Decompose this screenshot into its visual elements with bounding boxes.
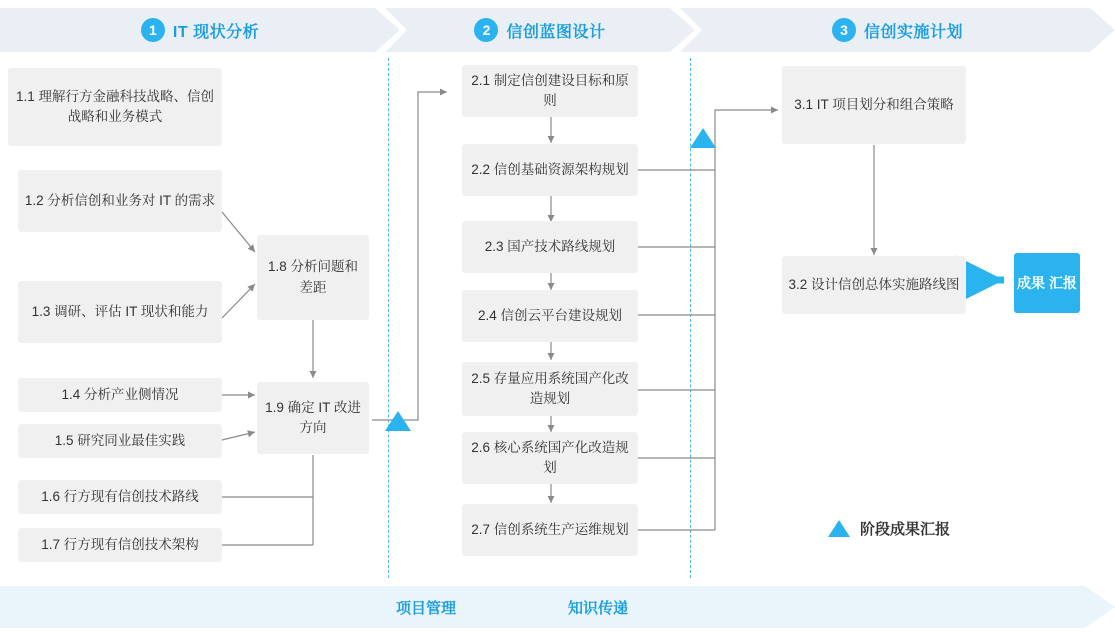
task-box-1-6-label: 1.6 行方现有信创技术路线 (41, 488, 199, 504)
task-box-2-7-label: 2.7 信创系统生产运维规划 (471, 521, 629, 537)
task-box-3-1-label: 3.1 IT 项目划分和组合策略 (794, 96, 954, 112)
phase-divider-left (388, 58, 389, 578)
phase-label-1: IT 现状分析 (172, 23, 260, 41)
bottom-band (0, 586, 1085, 628)
phase-number-2: 2 (474, 18, 498, 42)
result-report-line2: 汇报 (1048, 274, 1077, 291)
task-box-2-3-label: 2.3 国产技术路线规划 (484, 238, 616, 254)
task-box-2-1[interactable] (462, 65, 638, 117)
task-box-1-5[interactable] (18, 424, 222, 458)
result-report-badge[interactable] (1014, 253, 1080, 313)
task-box-3-2[interactable] (782, 256, 966, 314)
task-box-1-4[interactable] (18, 378, 222, 412)
task-box-1-3-label: 1.3 调研、评估 IT 现状和能力 (31, 303, 209, 319)
task-box-3-2-label: 3.2 设计信创总体实施路线图 (788, 276, 960, 292)
task-box-1-9-label: 1.9 确定 IT 改进方向 (265, 399, 361, 435)
task-box-2-4-label: 2.4 信创云平台建设规划 (477, 307, 623, 323)
legend (828, 518, 950, 539)
task-box-1-8-label: 1.8 分析问题和差距 (267, 259, 359, 295)
phase-banner-1 (0, 8, 400, 52)
task-box-2-7[interactable] (462, 504, 638, 556)
task-box-2-6-label: 2.6 核心系统国产化改造规划 (471, 439, 629, 475)
bottom-band-item-1 (568, 586, 628, 628)
task-box-1-9[interactable] (257, 382, 369, 454)
task-box-2-1-label: 2.1 制定信创建设目标和原则 (471, 72, 629, 108)
task-box-1-2[interactable] (18, 170, 222, 232)
task-box-1-2-label: 1.2 分析信创和业务对 IT 的需求 (24, 192, 216, 208)
task-box-1-8[interactable] (257, 235, 369, 320)
phase-number-1: 1 (141, 18, 165, 42)
milestone-triangle-phase2 (690, 128, 716, 148)
bottom-band-arrow (1085, 586, 1115, 628)
task-box-2-2[interactable] (462, 144, 638, 196)
task-box-1-1-label: 1.1 理解行方金融科技战略、信创战略和业务模式 (15, 88, 215, 124)
milestone-triangle-phase1 (385, 411, 411, 431)
task-box-1-3[interactable] (18, 281, 222, 343)
task-box-2-5-label: 2.5 存量应用系统国产化改造规划 (471, 370, 629, 406)
bottom-band-item-0 (396, 586, 456, 628)
task-box-1-7-label: 1.7 行方现有信创技术架构 (41, 536, 199, 552)
legend-label: 阶段成果汇报 (860, 521, 951, 538)
bottom-band-item-0-label: 项目管理 (396, 599, 457, 617)
task-box-1-1[interactable] (8, 68, 222, 146)
phase-banner-3 (680, 8, 1115, 52)
task-box-3-1[interactable] (782, 66, 966, 144)
phase-label-2: 信创蓝图设计 (506, 23, 606, 41)
task-box-1-6[interactable] (18, 480, 222, 514)
task-box-1-4-label: 1.4 分析产业侧情况 (61, 386, 179, 402)
task-box-1-5-label: 1.5 研究同业最佳实践 (54, 432, 186, 448)
phase-banner-2 (385, 8, 695, 52)
milestone-triangle-icon (828, 520, 850, 537)
bottom-band-item-1-label: 知识传递 (568, 599, 629, 617)
task-box-2-6[interactable] (462, 432, 638, 484)
phase-number-3: 3 (832, 18, 856, 42)
task-box-2-2-label: 2.2 信创基础资源架构规划 (471, 161, 629, 177)
task-box-2-4[interactable] (462, 290, 638, 342)
task-box-2-5[interactable] (462, 362, 638, 416)
phase-label-3: 信创实施计划 (863, 23, 963, 41)
task-box-1-7[interactable] (18, 528, 222, 562)
task-box-2-3[interactable] (462, 221, 638, 273)
result-report-line1: 成果 (1017, 274, 1046, 291)
